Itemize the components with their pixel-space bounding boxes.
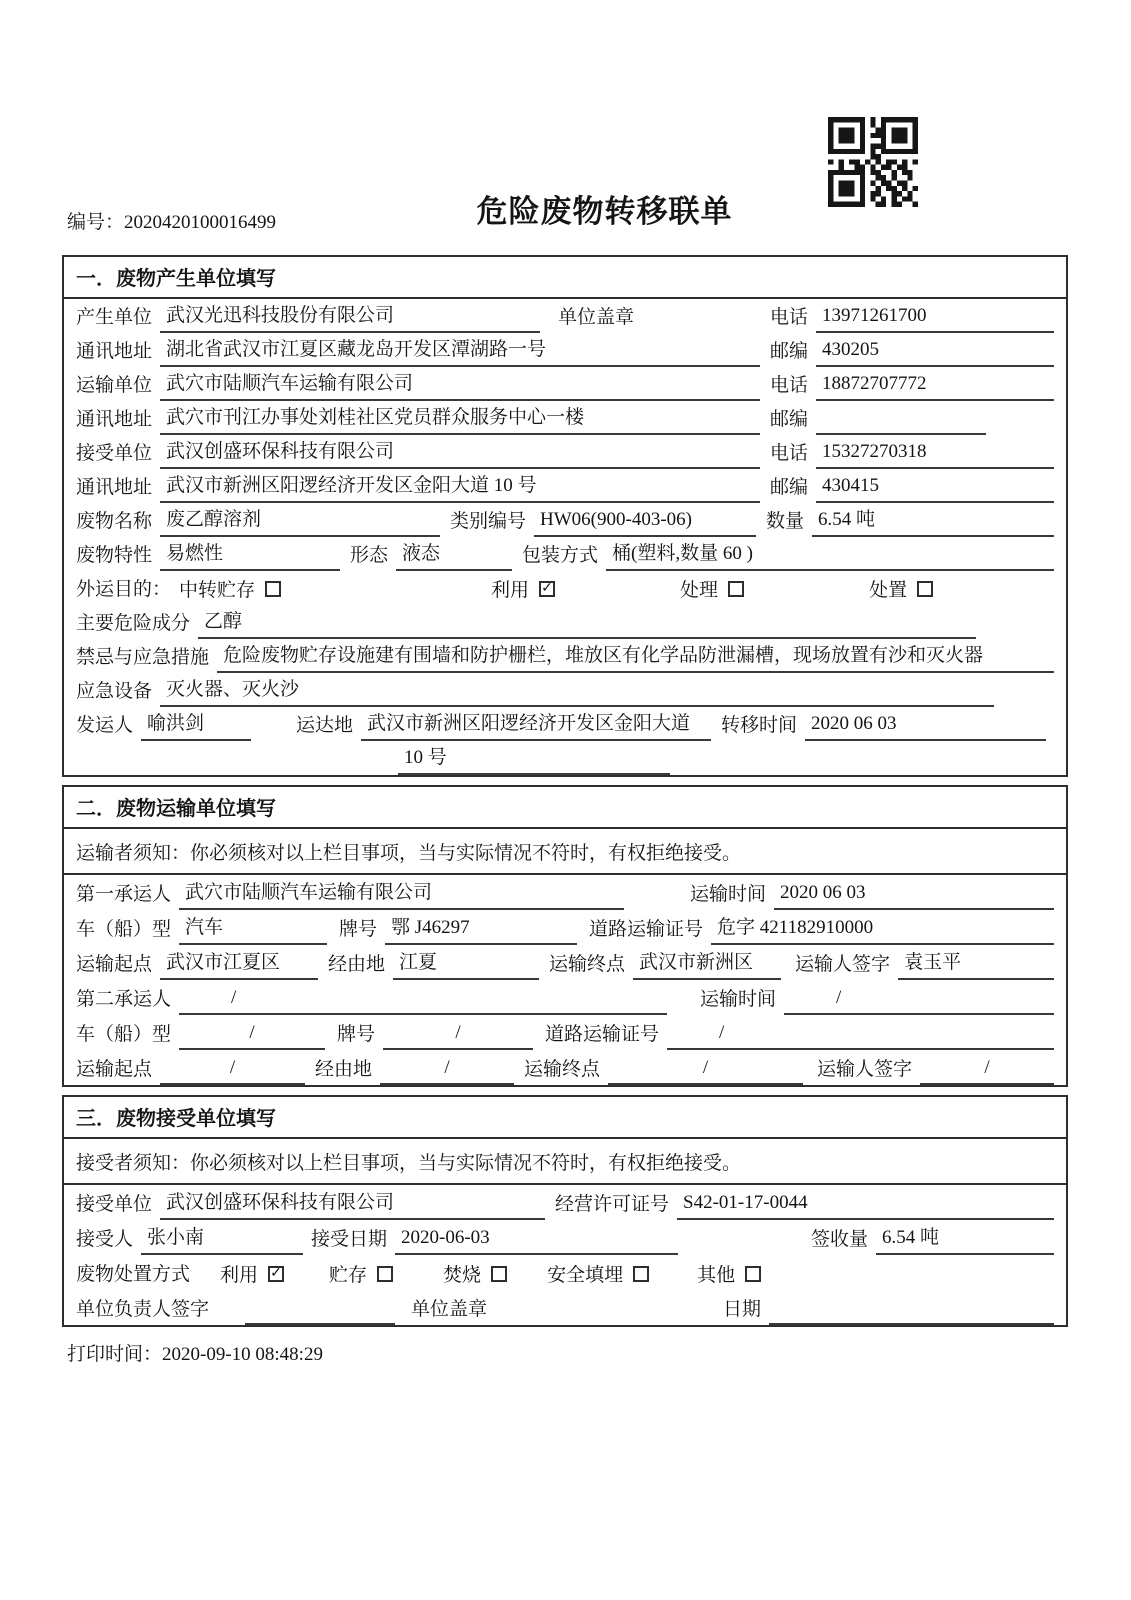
row-receiver bbox=[64, 435, 1066, 469]
category-value: HW06(900-403-06) bbox=[534, 509, 756, 537]
producer-label: 产生单位 bbox=[76, 307, 153, 328]
receiver-value: 武汉创盛环保科技有限公司 bbox=[160, 436, 760, 469]
section-receiver-heading: 三．废物接受单位填写 bbox=[64, 1097, 1066, 1139]
carrier1-permit-value: 危字 421182910000 bbox=[711, 912, 1054, 945]
disposal-burn-checkbox bbox=[491, 1266, 507, 1282]
phone-label: 电话 bbox=[769, 307, 808, 328]
category-label: 类别编号 bbox=[450, 511, 527, 532]
end-label: 运输终点 bbox=[549, 954, 626, 975]
disposal-burn-label: 焚烧 bbox=[443, 1265, 482, 1286]
transporter-zip-value bbox=[816, 425, 986, 435]
receiver-phone-value: 15327270318 bbox=[816, 441, 1054, 469]
unit-seal-label: 单位盖章 bbox=[411, 1299, 488, 1320]
row-waste-character bbox=[64, 537, 1066, 571]
character-value: 易燃性 bbox=[160, 538, 340, 571]
carrier2-vehicle-value: / bbox=[179, 1022, 325, 1050]
address-label: 通讯地址 bbox=[76, 409, 153, 430]
row-producer-address bbox=[64, 333, 1066, 367]
receiver-notice: 接受者须知：你必须核对以上栏目事项，当与实际情况不符时，有权拒绝接受。 bbox=[76, 1152, 742, 1174]
row-waste-name bbox=[64, 503, 1066, 537]
received-qty-value: 6.54 吨 bbox=[876, 1222, 1054, 1255]
qr-code-icon bbox=[828, 117, 918, 207]
disposal-landfill-label: 安全填埋 bbox=[547, 1265, 624, 1286]
waste-name-label: 废物名称 bbox=[76, 511, 153, 532]
carrier2-origin-value: / bbox=[160, 1057, 305, 1085]
transfer-time-value: 2020 06 03 bbox=[805, 713, 1046, 741]
producer-value: 武汉光迅科技股份有限公司 bbox=[160, 300, 540, 333]
form-sheet bbox=[62, 255, 1068, 1366]
transporter-notice: 运输者须知：你必须核对以上栏目事项，当与实际情况不符时，有权拒绝接受。 bbox=[76, 842, 742, 864]
hazard-value: 乙醇 bbox=[198, 606, 976, 639]
road-permit-label: 道路运输证号 bbox=[589, 919, 704, 940]
equipment-value: 灭火器、灭火沙 bbox=[160, 674, 994, 707]
license-value: S42-01-17-0044 bbox=[677, 1192, 1054, 1220]
quantity-value: 6.54 吨 bbox=[812, 504, 1054, 537]
purpose-transfer-checkbox bbox=[265, 581, 281, 597]
date-value bbox=[769, 1315, 1054, 1325]
accept-unit-value: 武汉创盛环保科技有限公司 bbox=[160, 1187, 545, 1220]
row-carrier1 bbox=[64, 875, 1066, 910]
print-time: 打印时间：2020-09-10 08:48:29 bbox=[67, 1344, 323, 1365]
disposal-other-checkbox bbox=[745, 1266, 761, 1282]
row-carrier2-route bbox=[64, 1050, 1066, 1085]
zip-label: 邮编 bbox=[769, 477, 808, 498]
carrier1-plate-value: 鄂 J46297 bbox=[385, 912, 577, 945]
row-carrier1-route bbox=[64, 945, 1066, 980]
purpose-option-use bbox=[491, 575, 555, 605]
transporter-phone-value: 18872707772 bbox=[816, 373, 1054, 401]
page-title: 危险废物转移联单 bbox=[476, 194, 733, 229]
purpose-use-label: 利用 bbox=[491, 580, 530, 601]
accept-unit-label: 接受单位 bbox=[76, 1194, 153, 1215]
row-transporter-address bbox=[64, 401, 1066, 435]
emergency-value: 危险废物贮存设施建有围墙和防护栅栏，堆放区有化学品防泄漏槽，现场放置有沙和灭火器 bbox=[217, 640, 1054, 673]
section-receiver bbox=[62, 1095, 1068, 1327]
carrier1-value: 武穴市陆顺汽车运输有限公司 bbox=[179, 877, 624, 910]
waste-name-value: 废乙醇溶剂 bbox=[160, 504, 440, 537]
transporter-address-value: 武穴市刊江办事处刘桂社区党员群众服务中心一楼 bbox=[160, 402, 760, 435]
row-transporter bbox=[64, 367, 1066, 401]
disposal-landfill-checkbox bbox=[633, 1266, 649, 1282]
zip-label: 邮编 bbox=[769, 341, 808, 362]
carrier2-time-value: / bbox=[784, 987, 1054, 1015]
section-producer-heading: 一．废物产生单位填写 bbox=[64, 257, 1066, 299]
plate-label: 牌号 bbox=[337, 1024, 376, 1045]
row-carrier2-vehicle bbox=[64, 1015, 1066, 1050]
carrier2-permit-value: / bbox=[667, 1022, 1054, 1050]
phone-label: 电话 bbox=[769, 443, 808, 464]
accept-date-value: 2020-06-03 bbox=[395, 1227, 678, 1255]
row-carrier2 bbox=[64, 980, 1066, 1015]
disposal-store-label: 贮存 bbox=[329, 1265, 368, 1286]
transport-time-label: 运输时间 bbox=[689, 884, 766, 905]
carrier1-via-value: 江夏 bbox=[393, 947, 539, 980]
carrier2-value: / bbox=[179, 987, 667, 1015]
carrier1-sign-value: 袁玉平 bbox=[898, 947, 1054, 980]
row-hazard bbox=[64, 605, 1066, 639]
packing-value: 桶(塑料,数量 60 ) bbox=[606, 538, 1054, 571]
carrier2-via-value: / bbox=[380, 1057, 514, 1085]
hazard-label: 主要危险成分 bbox=[76, 613, 191, 634]
head-sign-label: 单位负责人签字 bbox=[76, 1299, 210, 1320]
carrier1-end-value: 武汉市新洲区 bbox=[633, 947, 781, 980]
disposal-store-checkbox bbox=[377, 1266, 393, 1282]
disposal-option-store bbox=[329, 1260, 393, 1290]
receiver-address-value: 武汉市新洲区阳逻经济开发区金阳大道 10 号 bbox=[160, 470, 760, 503]
row-purpose bbox=[64, 571, 1066, 605]
head-sign-value bbox=[245, 1315, 395, 1325]
serial-number: 编号：2020420100016499 bbox=[67, 212, 277, 233]
carrier1-vehicle-value: 汽车 bbox=[179, 912, 327, 945]
origin-label: 运输起点 bbox=[76, 954, 153, 975]
carrier-sign-label: 运输人签字 bbox=[817, 1059, 913, 1080]
unit-seal-label: 单位盖章 bbox=[558, 307, 635, 328]
destination-label: 运达地 bbox=[296, 715, 354, 736]
section-producer bbox=[62, 255, 1068, 777]
purpose-transfer-label: 中转贮存 bbox=[179, 580, 256, 601]
carrier-sign-label: 运输人签字 bbox=[795, 954, 891, 975]
form-value: 液态 bbox=[396, 538, 512, 571]
carrier1-origin-value: 武汉市江夏区 bbox=[160, 947, 318, 980]
transporter-label: 运输单位 bbox=[76, 375, 153, 396]
purpose-dispose-checkbox bbox=[917, 581, 933, 597]
row-equipment bbox=[64, 673, 1066, 707]
end-label: 运输终点 bbox=[524, 1059, 601, 1080]
vehicle-type-label: 车（船）型 bbox=[76, 919, 172, 940]
row-carrier1-vehicle bbox=[64, 910, 1066, 945]
transport-time-label: 运输时间 bbox=[699, 989, 776, 1010]
origin-label: 运输起点 bbox=[76, 1059, 153, 1080]
carrier1-time-value: 2020 06 03 bbox=[774, 882, 1054, 910]
producer-address-value: 湖北省武汉市江夏区藏龙岛开发区潭湖路一号 bbox=[160, 334, 760, 367]
equipment-label: 应急设备 bbox=[76, 681, 153, 702]
zip-label: 邮编 bbox=[769, 409, 808, 430]
shipper-value: 喻洪剑 bbox=[141, 708, 251, 741]
receiver-label: 接受单位 bbox=[76, 443, 153, 464]
disposal-use-checkbox: ✓ bbox=[268, 1266, 284, 1282]
address-label: 通讯地址 bbox=[76, 341, 153, 362]
destination-value-line1: 武汉市新洲区阳逻经济开发区金阳大道 bbox=[361, 708, 711, 741]
row-receiver-address bbox=[64, 469, 1066, 503]
purpose-treat-label: 处理 bbox=[680, 580, 719, 601]
via-label: 经由地 bbox=[328, 954, 386, 975]
section-transporter-heading: 二．废物运输单位填写 bbox=[64, 787, 1066, 829]
acceptor-label: 接受人 bbox=[76, 1229, 134, 1250]
row-producer bbox=[64, 299, 1066, 333]
shipper-label: 发运人 bbox=[76, 715, 134, 736]
purpose-label: 外运目的： bbox=[76, 579, 172, 600]
emergency-label: 禁忌与应急措施 bbox=[76, 647, 210, 668]
carrier2-label: 第二承运人 bbox=[76, 989, 172, 1010]
address-label: 通讯地址 bbox=[76, 477, 153, 498]
accept-date-label: 接受日期 bbox=[311, 1229, 388, 1250]
disposal-option-burn bbox=[443, 1260, 507, 1290]
row-head-signature bbox=[64, 1290, 1066, 1325]
received-qty-label: 签收量 bbox=[810, 1229, 868, 1250]
acceptor-value: 张小南 bbox=[141, 1222, 303, 1255]
quantity-label: 数量 bbox=[766, 511, 805, 532]
carrier2-sign-value: / bbox=[920, 1057, 1054, 1085]
form-label: 形态 bbox=[350, 545, 389, 566]
disposal-other-label: 其他 bbox=[697, 1265, 736, 1286]
date-label: 日期 bbox=[722, 1299, 761, 1320]
phone-label: 电话 bbox=[769, 375, 808, 396]
transfer-time-label: 转移时间 bbox=[721, 715, 798, 736]
row-emergency bbox=[64, 639, 1066, 673]
purpose-option-treat bbox=[680, 575, 744, 605]
disposal-option-use bbox=[220, 1260, 284, 1290]
license-label: 经营许可证号 bbox=[555, 1194, 670, 1215]
character-label: 废物特性 bbox=[76, 545, 153, 566]
purpose-use-checkbox: ✓ bbox=[539, 581, 555, 597]
destination-value-line2: 10 号 bbox=[398, 742, 670, 775]
carrier2-end-value: / bbox=[608, 1057, 803, 1085]
purpose-treat-checkbox bbox=[728, 581, 744, 597]
disposal-option-other bbox=[697, 1260, 761, 1290]
plate-label: 牌号 bbox=[339, 919, 378, 940]
row-destination-cont bbox=[64, 741, 1066, 775]
producer-phone-value: 13971261700 bbox=[816, 305, 1054, 333]
purpose-option-transfer bbox=[179, 575, 281, 605]
row-disposal bbox=[64, 1255, 1066, 1290]
producer-zip-value: 430205 bbox=[816, 339, 1054, 367]
transporter-value: 武穴市陆顺汽车运输有限公司 bbox=[160, 368, 760, 401]
section-transporter bbox=[62, 785, 1068, 1087]
row-acceptor bbox=[64, 1220, 1066, 1255]
carrier2-plate-value: / bbox=[383, 1022, 533, 1050]
row-shipper bbox=[64, 707, 1066, 741]
via-label: 经由地 bbox=[315, 1059, 373, 1080]
disposal-label: 废物处置方式 bbox=[76, 1264, 191, 1285]
purpose-dispose-label: 处置 bbox=[869, 580, 908, 601]
road-permit-label: 道路运输证号 bbox=[545, 1024, 660, 1045]
vehicle-type-label: 车（船）型 bbox=[76, 1024, 172, 1045]
packing-label: 包装方式 bbox=[522, 545, 599, 566]
receiver-zip-value: 430415 bbox=[816, 475, 1054, 503]
disposal-use-label: 利用 bbox=[220, 1265, 259, 1286]
purpose-option-dispose bbox=[869, 575, 933, 605]
disposal-option-landfill bbox=[547, 1260, 649, 1290]
row-accept-unit bbox=[64, 1185, 1066, 1220]
carrier1-label: 第一承运人 bbox=[76, 884, 172, 905]
